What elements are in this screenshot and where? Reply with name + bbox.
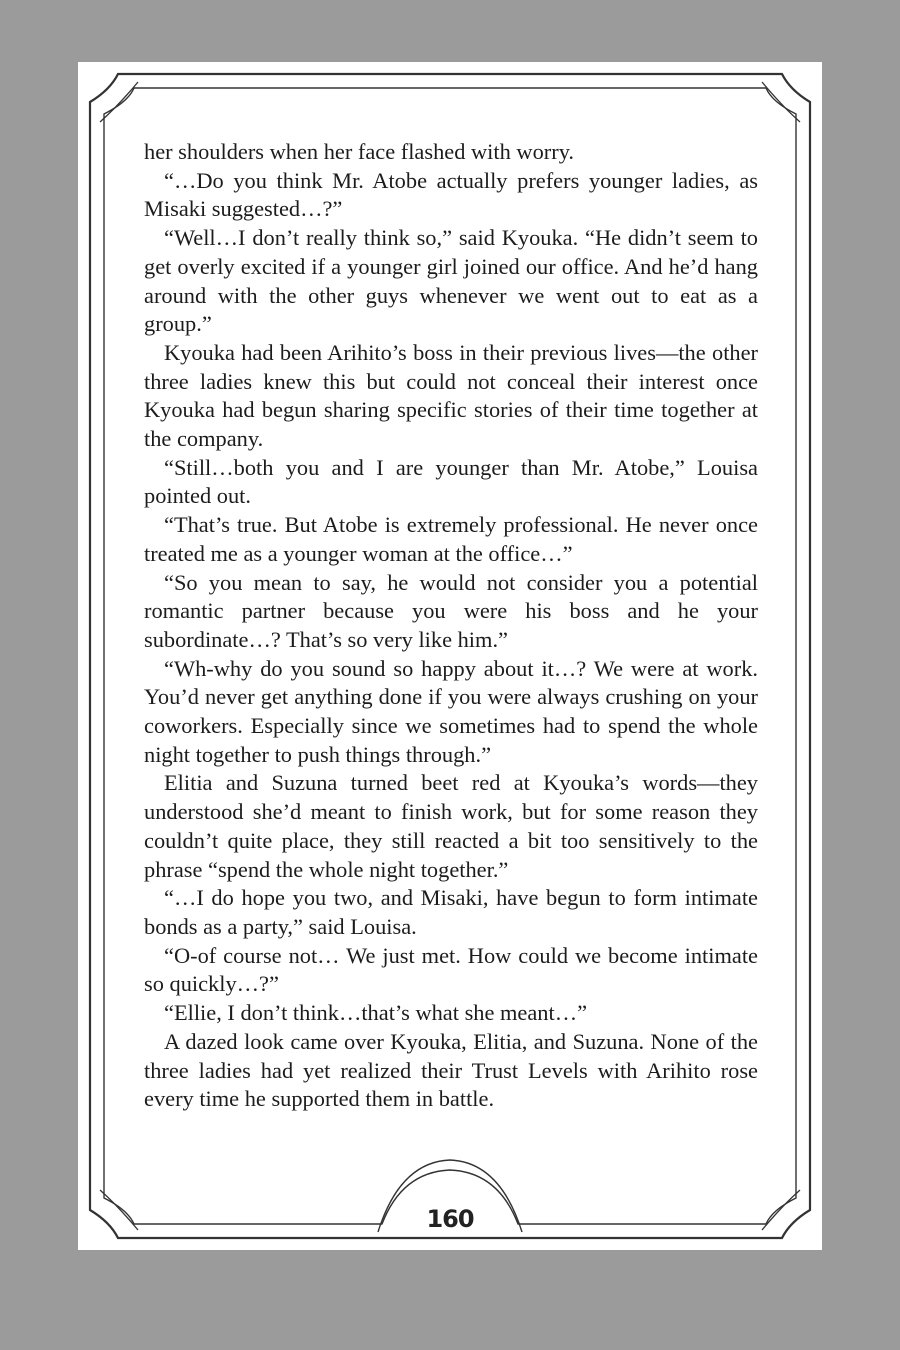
paragraph: “Well…I don’t really think so,” said Kyouka. “He didn’t seem to get overly excited if a younger girl joined our office. And he’d hang around with the other guys whenever we went out to eat as a group.” (144, 225, 758, 337)
body-text (144, 138, 758, 1114)
paragraph: “That’s true. But Atobe is extremely professional. He never once treated me as a younger woman at the office…” (144, 512, 758, 566)
paragraph: “So you mean to say, he would not consider you a potential romantic partner because you were his boss and he your subordinate…? That’s so very like him.” (144, 569, 758, 652)
paragraph: “O-of course not… We just met. How could we become intimate so quickly…?” (144, 942, 758, 997)
paragraph: A dazed look came over Kyouka, Elitia, and Suzuna. None of the three ladies had yet realized their Trust Levels with Arihito rose every time he supported them in battle. (144, 1028, 758, 1112)
paragraph: “…I do hope you two, and Misaki, have begun to form intimate bonds as a party,” said Louisa. (144, 885, 758, 939)
paragraph: Kyouka had been Arihito’s boss in their previous lives—the other three ladies knew this but could not conceal their interest once Kyouka had begun sharing specific stories of their time together at the company. (144, 339, 758, 452)
paragraph: “…Do you think Mr. Atobe actually prefers younger ladies, as Misaki suggested…?” (144, 167, 758, 222)
paragraph: “Ellie, I don’t think…that’s what she meant…” (164, 1000, 588, 1026)
paragraph: Elitia and Suzuna turned beet red at Kyouka’s words—they understood she’d meant to finish work, but for some reason they couldn’t quite place, they still reacted a bit too sensitively to the phrase “spend the whole night together.” (144, 770, 758, 882)
paragraph: “Still…both you and I are younger than Mr. Atobe,” Louisa pointed out. (144, 454, 758, 509)
book-page (78, 62, 822, 1250)
page-number: 160 (426, 1205, 474, 1233)
paragraph: “Wh-why do you sound so happy about it…? We were at work. You’d never get anything done if you were always crushing on your coworkers. Especially since we sometimes had to spend the whole night together to push things through.” (144, 655, 758, 767)
paragraph: her shoulders when her face flashed with worry. (144, 139, 575, 164)
